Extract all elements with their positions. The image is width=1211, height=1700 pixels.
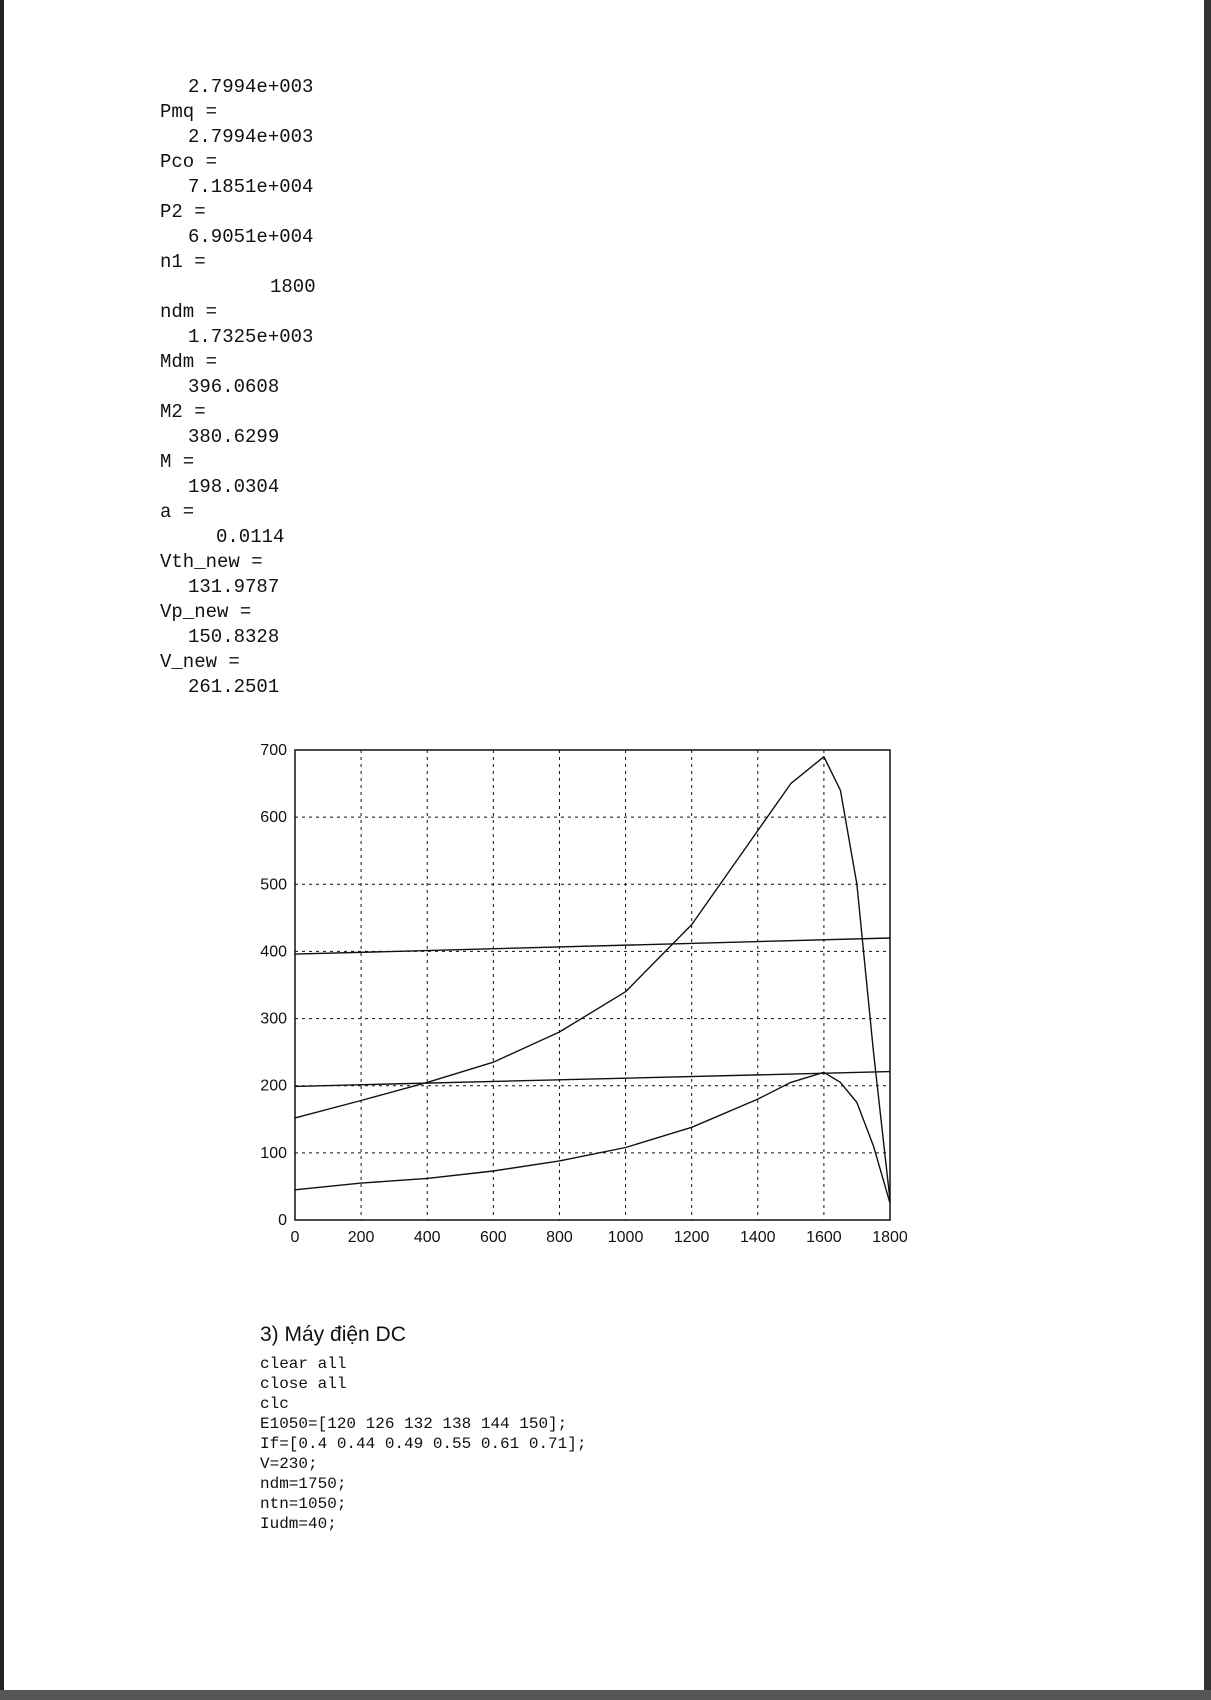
variable-name: M = (160, 451, 195, 473)
variable-value: 396.0608 (188, 376, 280, 398)
variable-value: 150.8328 (188, 626, 280, 648)
variable-value: 198.0304 (188, 476, 280, 498)
variable-name: V_new = (160, 651, 240, 673)
output-entry-vth-new (160, 550, 420, 600)
y-tick-label: 700 (260, 742, 287, 759)
variable-value: 1800 (270, 276, 316, 298)
variable-name: Pco = (160, 151, 218, 173)
variable-name: Vp_new = (160, 601, 252, 623)
y-tick-label: 500 (260, 876, 287, 894)
variable-name: M2 = (160, 401, 206, 423)
output-entry-a (160, 500, 420, 550)
code-block (260, 1354, 960, 1534)
output-entry-p2 (160, 200, 420, 250)
y-tick-label: 100 (260, 1144, 287, 1162)
code-line: E1050=[120 126 132 138 144 150]; (260, 1415, 568, 1433)
x-tick-label: 800 (546, 1229, 573, 1246)
code-line: ndm=1750; (260, 1475, 347, 1493)
output-entry-m (160, 450, 420, 500)
variable-name: Vth_new = (160, 551, 263, 573)
output-entry-pco (160, 150, 420, 200)
output-entry-v-new (160, 650, 420, 700)
code-line: clear all (260, 1355, 347, 1373)
section-heading: 3) Máy điện DC (260, 1323, 406, 1346)
output-entry-vp-new (160, 600, 420, 650)
code-line: If=[0.4 0.44 0.49 0.55 0.61 0.71]; (260, 1435, 587, 1453)
variable-value: 0.0114 (216, 526, 285, 548)
code-line: close all (260, 1375, 347, 1393)
output-entry-m2 (160, 400, 420, 450)
matlab-output (160, 74, 420, 700)
output-entry-n1 (160, 250, 420, 300)
variable-name: Pmq = (160, 101, 218, 123)
variable-value: 7.1851e+004 (188, 176, 314, 198)
variable-name: a = (160, 501, 195, 523)
code-line: V=230; (260, 1455, 318, 1473)
scan-edge-bottom (0, 1690, 1211, 1700)
output-entry-pmq (160, 100, 420, 150)
x-tick-label: 600 (479, 1229, 507, 1246)
plot-area (295, 750, 890, 1220)
variable-name: ndm = (160, 301, 218, 323)
x-tick-label: 1400 (739, 1229, 776, 1246)
y-tick-label: 200 (260, 1077, 287, 1095)
x-tick-label: 1200 (673, 1229, 710, 1246)
x-tick-label: 1600 (806, 1229, 842, 1246)
x-tick-label: 400 (413, 1229, 441, 1246)
variable-value: 380.6299 (188, 426, 280, 448)
variable-value: 2.7994e+003 (188, 126, 314, 148)
code-line: Iudm=40; (260, 1515, 337, 1533)
line-chart (240, 735, 920, 1275)
x-tick-label: 1800 (872, 1229, 908, 1246)
scan-edge-left (0, 0, 4, 1700)
variable-value: 261.2501 (188, 676, 280, 698)
variable-name: Mdm = (160, 351, 218, 373)
scan-edge-right (1204, 0, 1211, 1700)
output-top-value: 2.7994e+003 (188, 76, 314, 98)
variable-value: 1.7325e+003 (188, 326, 314, 348)
x-tick-label: 1000 (607, 1229, 644, 1246)
dc-machine-section (260, 1320, 960, 1534)
y-tick-label: 0 (278, 1212, 287, 1229)
y-tick-label: 400 (260, 943, 287, 961)
x-tick-label: 0 (290, 1229, 300, 1246)
code-line: ntn=1050; (260, 1495, 347, 1513)
variable-name: n1 = (160, 251, 206, 273)
variable-value: 6.9051e+004 (188, 226, 314, 248)
code-line: clc (260, 1395, 289, 1413)
output-entry-ndm (160, 300, 420, 350)
output-entry-mdm (160, 350, 420, 400)
y-tick-label: 300 (260, 1010, 287, 1028)
variable-name: P2 = (160, 201, 206, 223)
x-tick-label: 200 (347, 1229, 375, 1246)
y-tick-label: 600 (260, 809, 287, 827)
variable-value: 131.9787 (188, 576, 280, 598)
